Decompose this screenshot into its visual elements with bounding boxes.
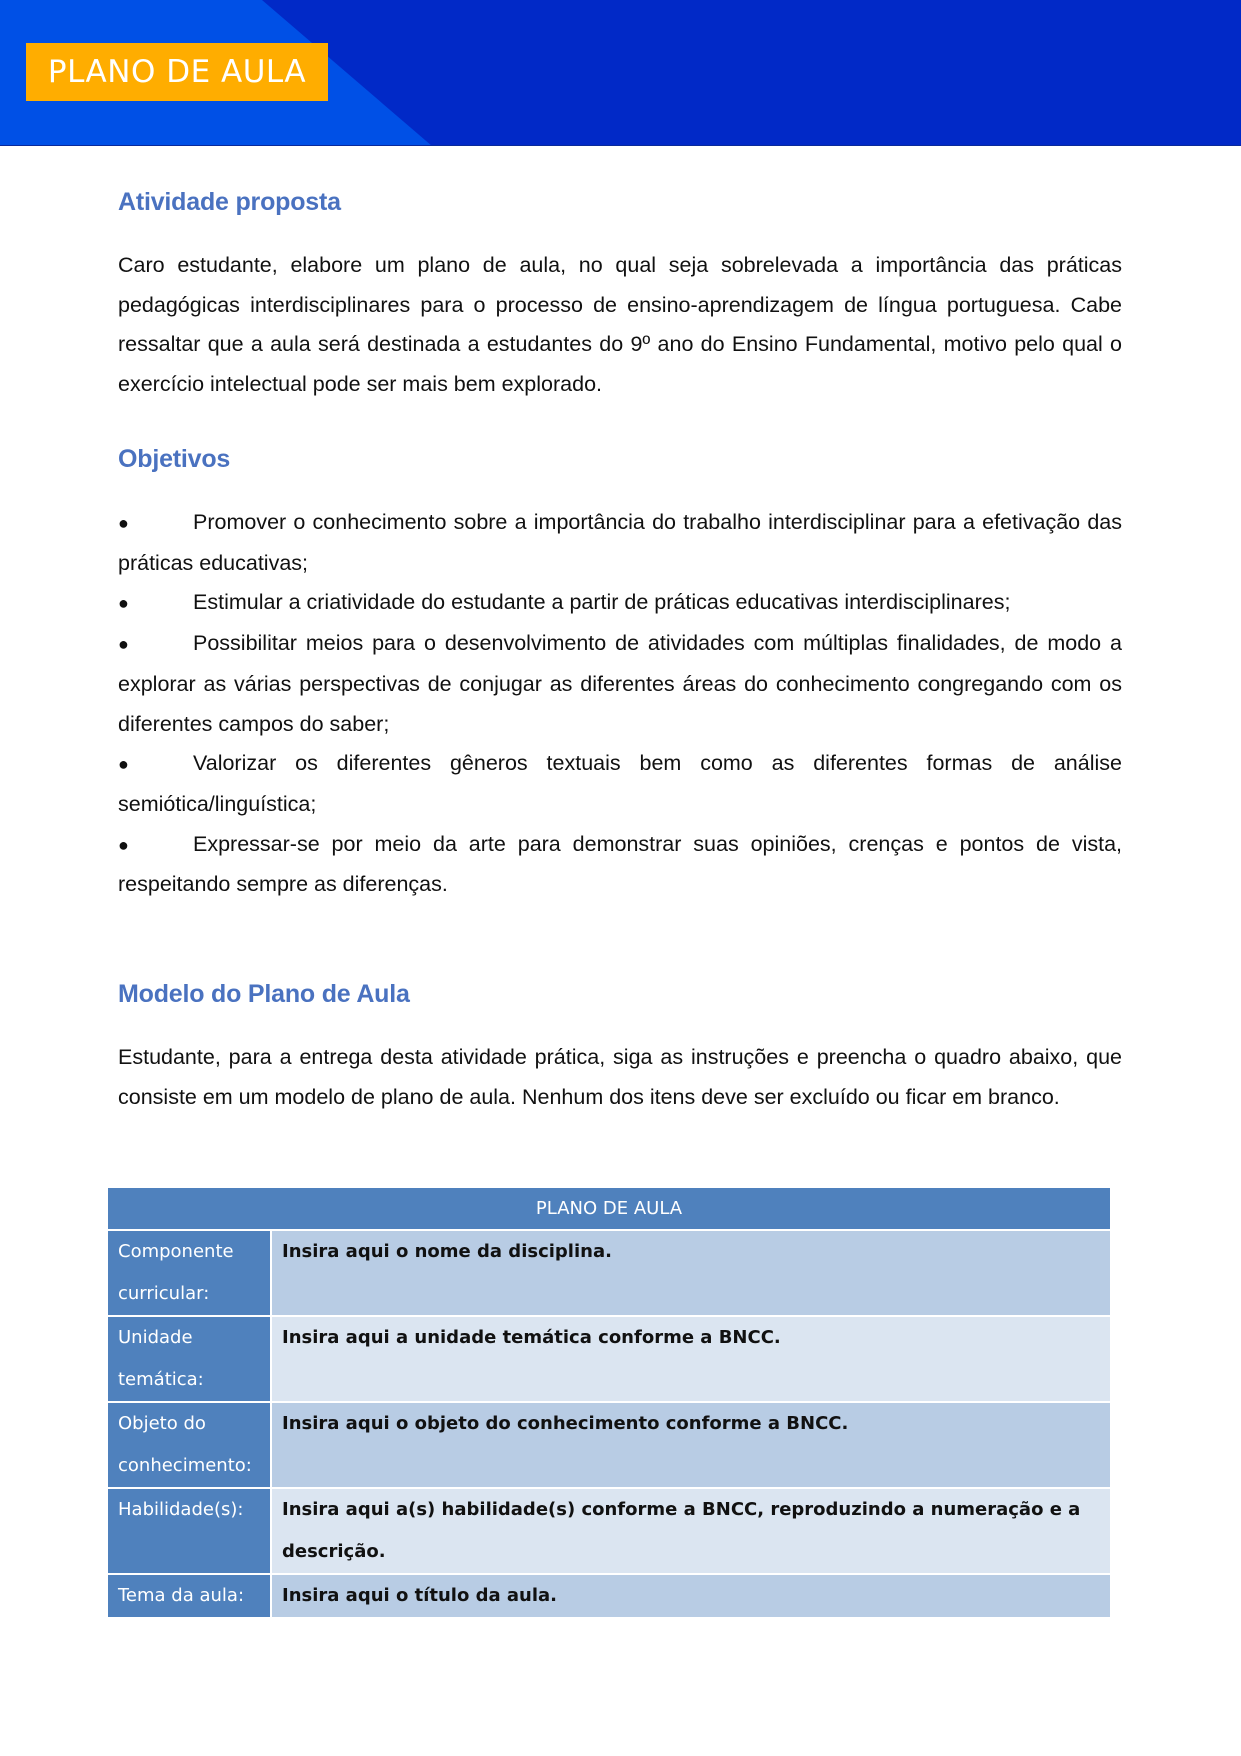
document-title-badge: PLANO DE AULA <box>26 43 328 101</box>
section-modelo <box>118 980 1122 1009</box>
row-label: Habilidade(s): <box>108 1488 271 1574</box>
table-row <box>108 1316 1110 1402</box>
section-heading: Modelo do Plano de Aula <box>118 980 410 1008</box>
row-value-field[interactable]: Insira aqui a unidade temática conforme a BNCC. <box>271 1316 1110 1402</box>
header-banner <box>0 0 1241 146</box>
table-row <box>108 1574 1110 1617</box>
atividade-paragraph-container <box>118 246 1122 405</box>
modelo-paragraph: Estudante, para a entrega desta atividade prática, siga as instruções e preencha o quadro abaixo, que consiste em um modelo de plano de aula. Nenhum dos itens deve ser excluído ou ficar em branco. <box>118 1045 1122 1109</box>
bullet-icon: ● <box>118 513 129 533</box>
row-label: Tema da aula: <box>108 1574 271 1617</box>
row-value-field[interactable]: Insira aqui o objeto do conhecimento conforme a BNCC. <box>271 1402 1110 1488</box>
row-value-field[interactable]: Insira aqui o nome da disciplina. <box>271 1230 1110 1316</box>
banner-divider <box>0 145 1241 146</box>
section-objetivos <box>118 445 1122 474</box>
objetivos-list <box>118 503 1122 905</box>
atividade-paragraph: Caro estudante, elabore um plano de aula, no qual seja sobrelevada a importância das práticas pedagógicas interdisciplinares para o processo de ensino-aprendizagem de língua portuguesa. Cabe ressaltar que a aula será destinada a estudantes do 9º ano do Ensino Fundamental, motivo pelo qual o exercício intelectual pode ser mais bem explorado. <box>118 253 1122 397</box>
list-item: ● Possibilitar meios para o desenvolvimento de atividades com múltiplas finalidades, de modo a explorar as várias perspectivas de conjugar as diferentes áreas do conhecimento congregando com os diferentes campos do saber; <box>118 624 1122 744</box>
bullet-icon: ● <box>118 834 129 855</box>
table-row <box>108 1488 1110 1574</box>
lesson-plan-table <box>108 1188 1110 1617</box>
modelo-paragraph-container <box>118 1038 1122 1117</box>
table-title: PLANO DE AULA <box>108 1188 1110 1230</box>
bullet-icon: ● <box>118 754 129 775</box>
table-row <box>108 1402 1110 1488</box>
list-item: ● Valorizar os diferentes gêneros textuais bem como as diferentes formas de análise semiótica/linguística; <box>118 744 1122 824</box>
list-item: ● Promover o conhecimento sobre a importância do trabalho interdisciplinar para a efetivação das práticas educativas; <box>118 503 1122 583</box>
bullet-icon: ● <box>118 634 129 655</box>
row-label: Objeto do conhecimento: <box>108 1402 271 1488</box>
bullet-icon: ● <box>118 593 129 614</box>
list-item: ● Expressar-se por meio da arte para demonstrar suas opiniões, crenças e pontos de vista, respeitando sempre as diferenças. <box>118 825 1122 905</box>
row-value-field[interactable]: Insira aqui o título da aula. <box>271 1574 1110 1617</box>
row-label: Componente curricular: <box>108 1230 271 1316</box>
table-row <box>108 1230 1110 1316</box>
section-heading: Objetivos <box>118 445 231 473</box>
section-atividade-proposta <box>118 188 1122 217</box>
row-value-field[interactable]: Insira aqui a(s) habilidade(s) conforme a BNCC, reproduzindo a numeração e a descrição. <box>271 1488 1110 1574</box>
list-item: ● Estimular a criatividade do estudante a partir de práticas educativas interdisciplinares; <box>118 583 1122 624</box>
section-heading: Atividade proposta <box>118 188 341 216</box>
row-label: Unidade temática: <box>108 1316 271 1402</box>
